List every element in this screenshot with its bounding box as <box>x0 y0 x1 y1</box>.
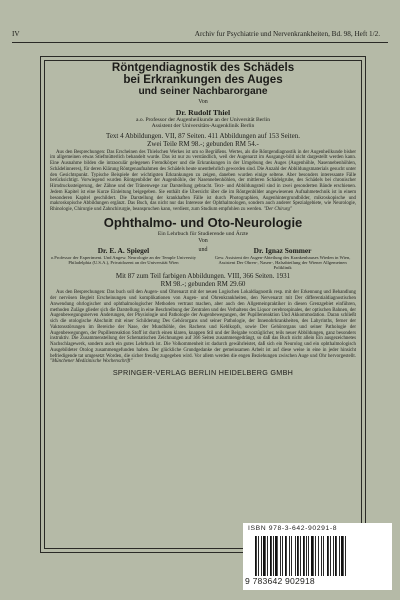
barcode-bar <box>282 536 283 576</box>
barcode-bar <box>330 536 331 576</box>
advert-content <box>50 62 356 377</box>
barcode-bar <box>297 536 299 576</box>
barcode-bar <box>258 536 259 576</box>
barcode-bar <box>327 536 329 576</box>
book2-block <box>50 215 356 365</box>
book2-author-right: Dr. Ignaz Sommer <box>253 245 312 255</box>
barcode-bar <box>315 536 316 576</box>
book1-affiliation-1: a.o. Professor der Augenheilkunde an der Universität Berlin <box>135 117 271 123</box>
book2-review <box>50 290 356 365</box>
book2-subtitle: Ein Lehrbuch für Studierende und Ärzte <box>157 230 249 237</box>
book1-review-text: Aus den Besprechungen: Das Erscheinen des Thielschen Werkes ist um so Begrüßens. Wertes, als die Röntgendiagnostik in der Augenheilkunde bisher im allgemeinen etwas Stiefmütterlich behandelt wurde. Das ist nur zu verständlich, weil der Augenarzt im Ausgangs-bild nicht dargestellt werden kann. Eine Ausnahme bilden die intraoculär gelegenen Fremdkörper und die Erkrankungen in der Umgebung des Auges (Augenhöhle, Nasennebenhöhlen, Schädelinneres), für deren Klärung Röntgenaufnahmen des Schädels heute unentbehrlich geworden sind. Die Anzahl der Abbildungsmaterials gesucht unter den Gesichtspunkt. Typische Beispiele der wichtigsten Erkrankungen zu zeigen, daneben wurden einige seltene. Aber besonders interessante Fälle berücksichtigt. Vorwiegend wurden Röntgenbilder der Augenhöhle, der Nasennebenhöhlen, der mittleren Schädelgrube, des Schädels bei chronischer Hirndruckssteigerung, der Zähne und der Tränenwege zur Darstellung gebracht. Text- und Abbildungsteil sind in zwei gesonderten Bände erschienen. Jedem Kapitel ist eine Kurze Einleitung beigegeben. Sie enthält die Übersicht über die im Röntgenbilder angewiesenen Aufnahmetechnik ist in einem besonderen Kapitel geschildert. Die Darstellung der krankhaften Fälle ist durch Photographien, Augenhintergrundbilder, mikroskopische und makroskopische Abbildungen ergänzt. Das Buch, das nicht nur das Interesse der Ophthalmologen, sondern auch anderer Spezialgebiete, wie Neurologie, Rhinologie, Chirurgie und Zahnchirurgie, beanspruchen kann, verdient, zum Studium empfohlen zu werden. <box>50 149 356 213</box>
barcode-bar <box>339 536 340 576</box>
book2-authors <box>50 246 356 271</box>
barcode-bars <box>255 536 381 576</box>
barcode-bar <box>333 536 334 576</box>
book1-von: Von <box>198 99 208 105</box>
running-title: Archiv fur Psychiatrie und Nervenkrankheiten, Bd. 98, Heft 1/2. <box>194 30 380 38</box>
barcode-bar <box>280 536 281 576</box>
barcode-bar <box>335 536 337 576</box>
book1-title-line3: und seiner Nachbarorgane <box>138 86 268 97</box>
barcode-bar <box>289 536 290 576</box>
book1-block <box>50 62 356 213</box>
book2-author-right-col <box>209 246 356 271</box>
barcode-bar <box>345 536 346 576</box>
barcode-bar <box>308 536 309 576</box>
book2-affiliation-left: o.Professor der Experiment. Und Angew. Neurologie an der Temple University Philadelphia (U.S.A.), Privatdozent an der Universität Wien <box>50 254 197 266</box>
barcode-bar <box>267 536 268 576</box>
barcode-bar <box>275 536 278 576</box>
barcode-bar <box>306 536 307 576</box>
barcode-digits: 9 783642 902918 <box>245 576 315 586</box>
book2-review-source: "Münchener Medizinische Wochenschrift" <box>50 359 133 365</box>
book2-author-left: Dr. E. A. Spiegel <box>97 245 150 255</box>
book1-title-line1: Röntgendiagnostik des Schädels <box>111 61 295 74</box>
book1-meta-1: Text 4 Abbildungen. VII, 87 Seiten. 411 Abbildungen auf 153 Seiten. <box>106 131 300 140</box>
book1-review-source: "Der Chirurg" <box>263 207 293 213</box>
running-header <box>12 30 388 42</box>
barcode-bar <box>318 536 319 576</box>
barcode-bar <box>311 536 314 576</box>
book2-von: Von <box>198 237 208 244</box>
barcode-bar <box>303 536 305 576</box>
barcode-bar <box>300 536 301 576</box>
barcode-bar <box>323 536 324 576</box>
page-number-roman: IV <box>12 30 20 38</box>
barcode-bar <box>341 536 344 576</box>
barcode-bar <box>263 536 266 576</box>
barcode-bar <box>285 536 287 576</box>
publisher-block <box>50 368 356 377</box>
book2-meta-2: RM 98.-; gebunden RM 29.60 <box>160 280 246 289</box>
barcode-bar <box>321 536 322 576</box>
book1-meta-2: Zwei Teile RM 98.-; gebunden RM 54.- <box>147 139 259 148</box>
book1-author: Dr. Rudolf Thiel <box>175 108 231 117</box>
barcode-bar <box>261 536 262 576</box>
barcode-bar <box>273 536 274 576</box>
book2-title: Ophthalmo- und Oto-Neurologie <box>103 214 303 230</box>
barcode-bar <box>255 536 257 576</box>
book1-review <box>50 150 356 213</box>
book2-affiliation-right: Gew. Assistent der Augen-Abteilung des Krankenhauses Wieden in Wien, Assistent Der Ohren-, Nasen-, Halsabteilung der Wiener Allgemeinen Poliklinik <box>214 254 351 271</box>
book2-und: und <box>198 246 208 253</box>
barcode-bar <box>270 536 272 576</box>
barcode-bar <box>295 536 296 576</box>
book1-affiliation-2: Assistent der Universitäts-Augenklinik Berlin <box>151 123 255 130</box>
header-rule <box>12 42 388 43</box>
book2-author-left-col <box>50 246 197 271</box>
book1-title-line2: bei Erkrankungen des Auges <box>123 73 283 86</box>
barcode-bar <box>291 536 292 576</box>
isbn-barcode <box>243 523 392 590</box>
isbn-text: ISBN 978-3-642-90291-8 <box>248 525 338 532</box>
publisher-name: SPRINGER-VERLAG BERLIN HEIDELBERG GMBH <box>112 368 294 378</box>
book2-review-text: Aus den Besprechungen: Das buch soll den Augen- und Ohrenarzt mit der neuen Logischen Lokaldiagnostik resp. mit der Erkennung und Behandlung der nervösen Begleit Erscheinungen und komplikationen von Augen- und Ohrenkrankheiten, den Nervenarzt mit Der differentialdiagnostischen Anwendung ohrlogischer und ophthalmologischer Methoden vertraut machen, aber auch den Allgemeinpraktiker in diesen Grenzgebiet einführen, methoden Zuläge glieder sich die Darstellung in eine Beschreibung der Zentralen und des Verhaltens des Liquor cerebrospinales, der optischen Bahnen, der Augenbewegungsnerven Änderungen, der Physiologie und Pathologie der Augenbewegungen, der Pupillenreaktion Und Akkommodation. Daran schließt sich die otologische Abschnitt mit einer Schilderung Des Gehörorgans und seiner Pathologie, der Innenohrkrankheiten, des Labyrinths, ferner der Vaktonsstörungen im Bereiche der Nase, der Mundhöhle, des Rachens und Kehlkopfs, sowie Der Gehörorgans und seiner Pathologie der Augenbewegungen, der Pupillenreaktion Stoff ist durch einen klaren, knappen Stil und der Beigabe vorzüglicher, teils neuer Abbildungen, ganz besonders instruktiv. Die Zusammenstellung der Schematischen Zeichnungen auf 366 Seiten zusammengedrängt, so daß das Buch nicht allein Ein ausgezeichnetes Nachschlagewerk, sondern auch ein gutes Lehrbuch ist. Die Volkommenheit ist dadurch gewährleistet, daß sich ein Neurolog und ein ophthalmologisch Ausgebildeter Otolog zusammengefunden haben. Der glückliche Grundgedanke der gemeinsamen Arbeit ist auf diese weise in eine in jeder hinsicht befriedigende tat umgesetzt Worden, die sicher freudig zugegeben wird. Vor allem werden die engen Beziehungen zwischen Auge und Ohr hervorgestellt. <box>50 290 356 359</box>
book2-meta-1: Mit 87 zum Teil farbigen Abbildungen. VIII, 366 Seiten. 1931 <box>115 272 291 281</box>
